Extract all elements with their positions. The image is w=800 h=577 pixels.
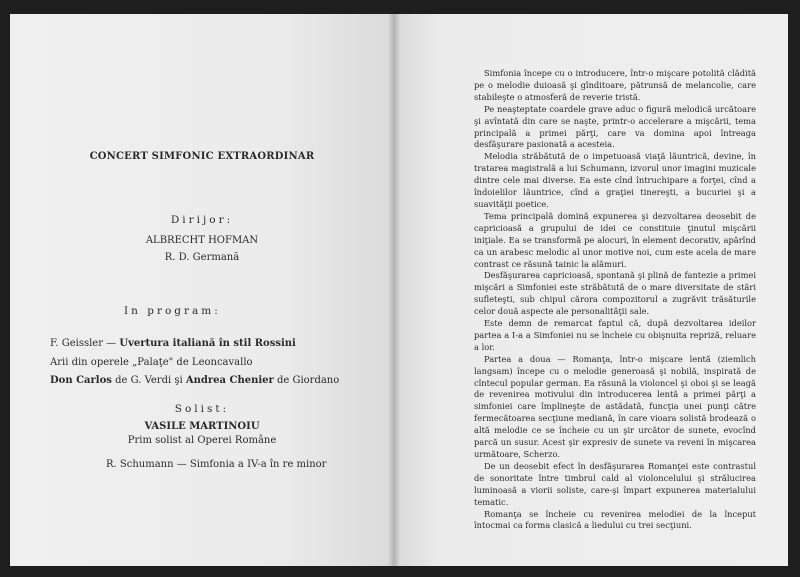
- work-andrea-chenier: Andrea Chenier: [185, 375, 274, 386]
- notes-paragraph: Desfăşurarea capricioasă, spontană şi plină de fantezie a primei mişcări a Simfoniei este străbătută de o mare diversitate de stări sufleteşti, sub chipul cărora compozitorul a zugrăvit trăsăturile celor două aspecte ale personalităţii sale.: [474, 270, 756, 317]
- composer-geissler: F. Geissler —: [50, 338, 120, 349]
- closing-piece-schumann: R. Schumann — Simfonia a IV-a în re minor: [106, 459, 327, 470]
- notes-paragraph: De un deosebit efect în desfăşurarea Romanţei este contrastul de sonoritate între timbrul cald al violoncelului şi strălucirea luminoasă a viorii soliste, care-şi împart expunerea materialului tematic.: [474, 460, 756, 507]
- concert-title: CONCERT SIMFONIC EXTRAORDINAR: [89, 151, 315, 162]
- program-line-verdi-giordano: [50, 375, 339, 386]
- soloist-role: Prim solist al Operei Române: [127, 435, 277, 446]
- program-booklet-spread: [10, 14, 788, 566]
- conductor-name: ALBRECHT HOFMAN: [145, 235, 259, 246]
- notes-paragraph: Partea a doua — Romanţa, într-o mişcare lentă (ziemlich langsam) începe cu o melodie generoasă şi nobilă, inspirată de cîntecul popular german. Ea răsună la violoncel şi oboi şi se leagă de revenirea motivului din introducerea lentă a primei părţi a simfoniei care împlineşte de astădată, funcţia unei punţi către fermecătoarea secţiune mediană, în care vioara solistă brodează o altă melodie ce se încheie cu un şir urcător de sunete, evocînd parcă un susur. Acest şir expresiv de sunete va reveni în mişcarea următoare, Scherzo.: [474, 353, 756, 459]
- work-don-carlos: Don Carlos: [50, 375, 112, 386]
- notes-paragraph: Simfonia începe cu o introducere, într-o mişcare potolită clădită pe o melodie duioasă şi gînditoare, pătrunsă de melancolie, care stabileşte o atmosferă de reverie tristă.: [474, 68, 756, 102]
- notes-paragraph: Melodia străbătută de o impetuoasă viaţă lăuntrică, devine, în tratarea magistrală a lui Schumann, izvorul unor imagini muzicale dintre cele mai diverse. Ea este cînd întruchipare a forţei, cînd a îndoielilor lăuntrice, cînd a graţiei tinereşti, a bucuriei şi a suavităţii poetice.: [474, 151, 756, 209]
- notes-paragraph: Tema principală domină expunerea şi dezvoltarea deosebit de capricioasă a grupului de idei ce constituie ţinutul mişcării iniţiale. Ea se transformă pe alocuri, în element decorativ, apărînd ca un arabesc melodic al unor motive noi, cum este acela de mare contrast ce răsună tainic la alămuri.: [474, 210, 756, 269]
- soloist-name: VASILE MARTINOIU: [144, 421, 260, 432]
- right-page: [394, 14, 788, 566]
- conductor-heading: Dirijor:: [170, 214, 234, 226]
- work-uvertura-italiana: Uvertura italiană în stil Rossini: [119, 338, 296, 349]
- soloist-heading: Solist:: [174, 403, 230, 415]
- program-line-geissler: [50, 338, 296, 349]
- notes-paragraph: Pe neaşteptate coardele grave aduc o figură melodică urcătoare şi avîntată din care se naşte, printr-o accelerare a mişcării, tema principală a primei părţi, care va domina apoi întreaga desfăşurare pasionată a acesteia.: [474, 103, 756, 150]
- notes-paragraph: Romanţa se încheie cu revenirea melodiei de la început întocmai ca forma clasică a liedului cu trei secţiuni.: [474, 508, 756, 531]
- program-notes: [474, 68, 756, 532]
- notes-paragraph: Este demn de remarcat faptul că, după dezvoltarea ideilor partea a I-a a Simfoniei nu se încheie cu obişnuita repriză, reluare a lor.: [474, 318, 756, 352]
- conductor-country: R. D. Germană: [164, 252, 240, 263]
- left-page: [10, 14, 394, 566]
- page-fold: [388, 14, 400, 566]
- composer-giordano: de Giordano: [273, 375, 340, 386]
- program-heading: In program:: [124, 305, 221, 317]
- composer-verdi: de G. Verdi şi: [111, 375, 186, 386]
- program-line-arias: Arii din operele „Palaţe" de Leoncavallo: [50, 357, 253, 368]
